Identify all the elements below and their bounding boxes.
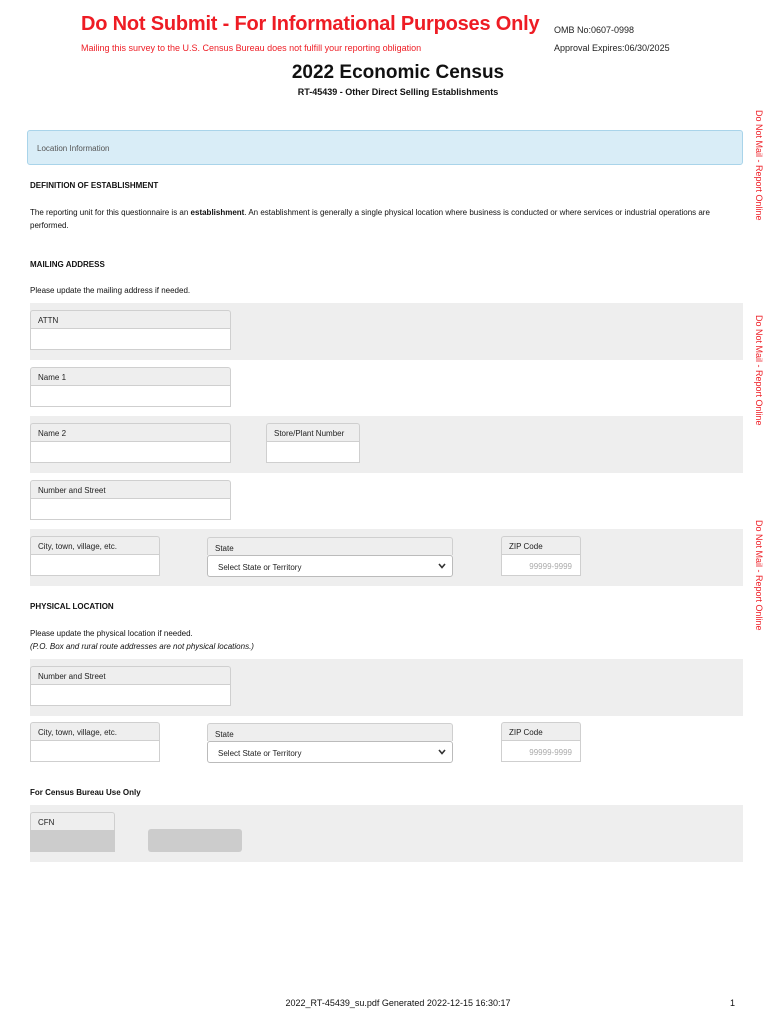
physical-city-field: [30, 722, 160, 762]
omb-number: OMB No:0607-0998: [554, 25, 635, 35]
cfn-button: [148, 829, 242, 852]
name1-input[interactable]: [30, 385, 231, 407]
mailing-city-input[interactable]: [30, 554, 160, 576]
physical-zip-input[interactable]: 99999-9999: [501, 740, 581, 762]
mailing-instruction: Please update the mailing address if needed.: [30, 286, 191, 295]
physical-note: (P.O. Box and rural route addresses are not physical locations.): [30, 642, 254, 651]
physical-zip-label: ZIP Code: [501, 722, 581, 740]
attn-label: ATTN: [30, 310, 231, 328]
page-title: 2022 Economic Census: [291, 62, 505, 83]
side-notice: Do Not Mail - Report Online: [754, 110, 764, 221]
mailing-zip-field: [501, 536, 581, 576]
physical-city-input[interactable]: [30, 740, 160, 762]
store-plant-label: Store/Plant Number: [266, 423, 360, 441]
chevron-down-icon: [437, 560, 447, 572]
warning-subtitle: Mailing this survey to the U.S. Census Bureau does not fulfill your reporting obligation: [81, 43, 422, 53]
physical-zip-field: [501, 722, 581, 762]
physical-state-value: Select State or Territory: [218, 749, 302, 758]
side-notice: Do Not Mail - Report Online: [754, 520, 764, 631]
physical-street-field: [30, 666, 231, 706]
physical-state-field: [207, 723, 453, 763]
physical-state-select[interactable]: [207, 741, 453, 763]
name2-input[interactable]: [30, 441, 231, 463]
physical-location-heading: PHYSICAL LOCATION: [30, 602, 114, 611]
mailing-state-select[interactable]: [207, 555, 453, 577]
mailing-street-input[interactable]: [30, 498, 231, 520]
name1-field: [30, 367, 231, 407]
location-information-banner: [27, 130, 743, 165]
location-banner-label: Location Information: [37, 144, 110, 153]
establishment-term: establishment: [190, 208, 245, 217]
physical-city-label: City, town, village, etc.: [30, 722, 160, 740]
mailing-city-field: [30, 536, 160, 576]
name2-field: [30, 423, 231, 463]
attn-field: [30, 310, 231, 350]
chevron-down-icon: [437, 746, 447, 758]
physical-street-input[interactable]: [30, 684, 231, 706]
census-use-heading: For Census Bureau Use Only: [30, 788, 141, 797]
mailing-state-value: Select State or Territory: [218, 563, 302, 572]
physical-state-label: State: [207, 723, 453, 741]
definition-text: The reporting unit for this questionnaire is an establishment. An establishment is generally a single physical location where business is conducted or where services or industrial operations are performed.: [30, 208, 710, 230]
mailing-street-field: [30, 480, 231, 520]
definition-heading: DEFINITION OF ESTABLISHMENT: [30, 181, 159, 190]
mailing-state-label: State: [207, 537, 453, 555]
name1-label: Name 1: [30, 367, 231, 385]
attn-input[interactable]: [30, 328, 231, 350]
cfn-input: [30, 830, 115, 852]
warning-title: Do Not Submit - For Informational Purposes Only: [81, 13, 540, 35]
field-band: [30, 805, 743, 862]
approval-expires: Approval Expires:06/30/2025: [554, 43, 670, 53]
cfn-label: CFN: [30, 812, 115, 830]
name2-label: Name 2: [30, 423, 231, 441]
store-plant-input[interactable]: [266, 441, 360, 463]
mailing-street-label: Number and Street: [30, 480, 231, 498]
mailing-zip-input[interactable]: 99999-9999: [501, 554, 581, 576]
mailing-city-label: City, town, village, etc.: [30, 536, 160, 554]
mailing-zip-label: ZIP Code: [501, 536, 581, 554]
page-number: 1: [730, 998, 736, 1008]
side-notice: Do Not Mail - Report Online: [754, 315, 764, 426]
store-plant-field: [266, 423, 360, 463]
mailing-state-field: [207, 537, 453, 577]
footer-filename: 2022_RT-45439_su.pdf Generated 2022-12-15 16:30:17: [285, 998, 511, 1008]
form-subtitle: RT-45439 - Other Direct Selling Establishments: [297, 87, 499, 97]
physical-instruction: Please update the physical location if needed.: [30, 629, 193, 638]
mailing-address-heading: MAILING ADDRESS: [30, 260, 105, 269]
physical-street-label: Number and Street: [30, 666, 231, 684]
